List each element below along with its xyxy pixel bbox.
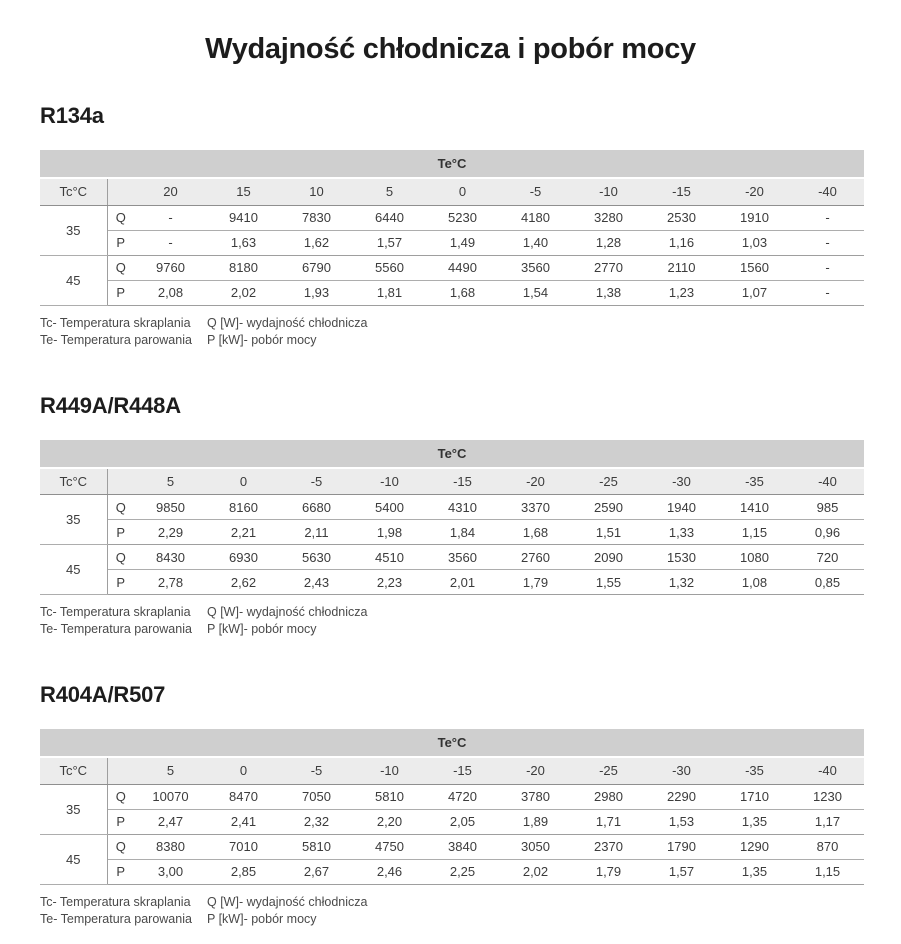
p-value-cell: 1,63 xyxy=(207,230,280,255)
table-legend xyxy=(40,894,864,928)
q-value-cell: 4510 xyxy=(353,545,426,570)
q-value-cell: 8430 xyxy=(134,545,207,570)
p-value-cell: 0,85 xyxy=(791,570,864,595)
q-value-cell: 2110 xyxy=(645,255,718,280)
p-value-cell: - xyxy=(791,230,864,255)
p-value-cell: 2,43 xyxy=(280,570,353,595)
q-value-cell: 6790 xyxy=(280,255,353,280)
legend-p: P [kW]- pobór mocy xyxy=(207,911,317,926)
p-value-cell: 1,57 xyxy=(353,230,426,255)
te-value-header: 0 xyxy=(207,468,280,495)
p-value-cell: 1,35 xyxy=(718,859,791,884)
p-value-cell: 2,11 xyxy=(280,520,353,545)
q-row-tc-35 xyxy=(40,205,864,230)
p-value-cell: 2,01 xyxy=(426,570,499,595)
q-value-cell: 1080 xyxy=(718,545,791,570)
p-value-cell: 1,93 xyxy=(280,280,353,305)
p-value-cell: 1,38 xyxy=(572,280,645,305)
p-value-cell: 1,57 xyxy=(645,859,718,884)
table-legend xyxy=(40,604,864,638)
te-value-header: -40 xyxy=(791,178,864,205)
te-axis-row xyxy=(40,150,864,178)
tc-axis-header: Tc°C xyxy=(40,468,107,495)
te-value-header: -30 xyxy=(645,468,718,495)
p-label-cell: P xyxy=(107,230,134,255)
condensing-temp-cell: 35 xyxy=(40,784,107,834)
q-value-cell: 2760 xyxy=(499,545,572,570)
qp-spacer-header xyxy=(107,468,134,495)
q-value-cell: 3780 xyxy=(499,784,572,809)
q-value-cell: 10070 xyxy=(134,784,207,809)
q-value-cell: 985 xyxy=(791,495,864,520)
q-value-cell: 1410 xyxy=(718,495,791,520)
q-value-cell: 2370 xyxy=(572,834,645,859)
p-value-cell: 1,35 xyxy=(718,809,791,834)
p-value-cell: 1,71 xyxy=(572,809,645,834)
te-value-header: 5 xyxy=(134,757,207,784)
p-value-cell: 1,81 xyxy=(353,280,426,305)
q-value-cell: 6440 xyxy=(353,205,426,230)
p-value-cell: 1,51 xyxy=(572,520,645,545)
p-value-cell: 1,53 xyxy=(645,809,718,834)
p-value-cell: 1,49 xyxy=(426,230,499,255)
q-value-cell: 870 xyxy=(791,834,864,859)
q-value-cell: 1290 xyxy=(718,834,791,859)
q-value-cell: 4490 xyxy=(426,255,499,280)
p-value-cell: 1,62 xyxy=(280,230,353,255)
te-value-header: -35 xyxy=(718,757,791,784)
p-label-cell: P xyxy=(107,570,134,595)
capacity-table xyxy=(40,150,864,306)
p-value-cell: 1,16 xyxy=(645,230,718,255)
q-value-cell: 8380 xyxy=(134,834,207,859)
q-value-cell: 4750 xyxy=(353,834,426,859)
p-row-tc-35 xyxy=(40,230,864,255)
te-value-header: -10 xyxy=(353,468,426,495)
q-value-cell: 7010 xyxy=(207,834,280,859)
p-value-cell: 2,47 xyxy=(134,809,207,834)
q-value-cell: 1530 xyxy=(645,545,718,570)
q-value-cell: 2770 xyxy=(572,255,645,280)
q-label-cell: Q xyxy=(107,784,134,809)
p-label-cell: P xyxy=(107,280,134,305)
table-body xyxy=(40,784,864,884)
table-body xyxy=(40,495,864,595)
p-value-cell: 1,55 xyxy=(572,570,645,595)
p-row-tc-45 xyxy=(40,280,864,305)
q-value-cell: 3840 xyxy=(426,834,499,859)
legend-te: Te- Temperatura parowania xyxy=(40,332,192,347)
q-row-tc-35 xyxy=(40,495,864,520)
p-row-tc-35 xyxy=(40,809,864,834)
q-value-cell: 6930 xyxy=(207,545,280,570)
q-value-cell: 8180 xyxy=(207,255,280,280)
condensing-temp-cell: 45 xyxy=(40,834,107,884)
te-axis-header: Te°C xyxy=(40,440,864,468)
q-value-cell: 6680 xyxy=(280,495,353,520)
te-value-header: -5 xyxy=(280,757,353,784)
p-value-cell: 2,02 xyxy=(499,859,572,884)
p-row-tc-45 xyxy=(40,570,864,595)
te-axis-header: Te°C xyxy=(40,729,864,757)
te-axis-header: Te°C xyxy=(40,150,864,178)
te-value-header: -35 xyxy=(718,468,791,495)
p-value-cell: 1,32 xyxy=(645,570,718,595)
q-value-cell: 5230 xyxy=(426,205,499,230)
te-value-header: -20 xyxy=(499,468,572,495)
p-row-tc-35 xyxy=(40,520,864,545)
p-value-cell: 1,79 xyxy=(499,570,572,595)
q-value-cell: 2980 xyxy=(572,784,645,809)
legend-q: Q [W]- wydajność chłodnicza xyxy=(207,315,368,330)
q-value-cell: 1940 xyxy=(645,495,718,520)
tc-axis-header: Tc°C xyxy=(40,757,107,784)
p-value-cell: 2,08 xyxy=(134,280,207,305)
te-value-header: -40 xyxy=(791,468,864,495)
p-value-cell: 1,98 xyxy=(353,520,426,545)
te-value-header: -10 xyxy=(353,757,426,784)
q-label-cell: Q xyxy=(107,834,134,859)
q-value-cell: 9850 xyxy=(134,495,207,520)
q-value-cell: 7830 xyxy=(280,205,353,230)
te-value-header: -25 xyxy=(572,468,645,495)
te-value-header: -20 xyxy=(499,757,572,784)
te-value-header: -20 xyxy=(718,178,791,205)
p-value-cell: 1,15 xyxy=(791,859,864,884)
te-value-header: -5 xyxy=(499,178,572,205)
legend-te: Te- Temperatura parowania xyxy=(40,622,192,636)
p-value-cell: 2,21 xyxy=(207,520,280,545)
q-value-cell: 1910 xyxy=(718,205,791,230)
q-value-cell: 8160 xyxy=(207,495,280,520)
p-value-cell: 2,20 xyxy=(353,809,426,834)
p-value-cell: 1,17 xyxy=(791,809,864,834)
condensing-temp-cell: 45 xyxy=(40,255,107,305)
p-value-cell: 1,23 xyxy=(645,280,718,305)
te-value-header: 5 xyxy=(353,178,426,205)
p-value-cell: 2,46 xyxy=(353,859,426,884)
legend-tc: Tc- Temperatura skraplania xyxy=(40,894,191,909)
table-head xyxy=(40,440,864,495)
table-head xyxy=(40,150,864,205)
refrigerant-sections xyxy=(0,103,901,928)
q-value-cell: 5560 xyxy=(353,255,426,280)
table-head xyxy=(40,729,864,784)
q-label-cell: Q xyxy=(107,495,134,520)
legend-q: Q [W]- wydajność chłodnicza xyxy=(207,605,368,619)
p-value-cell: - xyxy=(791,280,864,305)
p-value-cell: 1,33 xyxy=(645,520,718,545)
capacity-table xyxy=(40,440,864,596)
te-axis-row xyxy=(40,729,864,757)
p-value-cell: 1,07 xyxy=(718,280,791,305)
p-value-cell: 2,78 xyxy=(134,570,207,595)
legend-tc: Tc- Temperatura skraplania xyxy=(40,605,191,619)
q-value-cell: 3050 xyxy=(499,834,572,859)
p-label-cell: P xyxy=(107,520,134,545)
q-value-cell: 5810 xyxy=(280,834,353,859)
p-value-cell: 1,68 xyxy=(426,280,499,305)
te-value-header: 5 xyxy=(134,468,207,495)
tc-axis-header: Tc°C xyxy=(40,178,107,205)
q-value-cell: 4720 xyxy=(426,784,499,809)
refrigerant-heading: R449A/R448A xyxy=(40,392,181,418)
p-value-cell: 1,89 xyxy=(499,809,572,834)
te-value-header: -15 xyxy=(426,468,499,495)
section-r449a-r448a xyxy=(40,393,864,639)
te-value-header: -15 xyxy=(426,757,499,784)
p-value-cell: 2,02 xyxy=(207,280,280,305)
q-value-cell: 7050 xyxy=(280,784,353,809)
q-row-tc-45 xyxy=(40,545,864,570)
legend-tc: Tc- Temperatura skraplania xyxy=(40,315,191,330)
p-value-cell: 1,15 xyxy=(718,520,791,545)
q-value-cell: 4180 xyxy=(499,205,572,230)
p-value-cell: 2,41 xyxy=(207,809,280,834)
page-title: Wydajność chłodnicza i pobór mocy xyxy=(205,33,696,65)
p-value-cell: 1,84 xyxy=(426,520,499,545)
q-row-tc-45 xyxy=(40,834,864,859)
te-value-header: 0 xyxy=(426,178,499,205)
q-value-cell: 9410 xyxy=(207,205,280,230)
p-value-cell: 1,68 xyxy=(499,520,572,545)
p-value-cell: 3,00 xyxy=(134,859,207,884)
te-value-header: 20 xyxy=(134,178,207,205)
qp-spacer-header xyxy=(107,178,134,205)
p-value-cell: 1,08 xyxy=(718,570,791,595)
legend-q: Q [W]- wydajność chłodnicza xyxy=(207,894,368,909)
legend-p: P [kW]- pobór mocy xyxy=(207,622,317,636)
q-value-cell: 5400 xyxy=(353,495,426,520)
p-label-cell: P xyxy=(107,859,134,884)
te-value-header: 0 xyxy=(207,757,280,784)
p-row-tc-45 xyxy=(40,859,864,884)
legend-te: Te- Temperatura parowania xyxy=(40,911,192,926)
p-value-cell: 1,79 xyxy=(572,859,645,884)
refrigerant-heading: R404A/R507 xyxy=(40,682,166,707)
q-value-cell: 720 xyxy=(791,545,864,570)
q-value-cell: 1560 xyxy=(718,255,791,280)
p-value-cell: 2,23 xyxy=(353,570,426,595)
table-body xyxy=(40,205,864,305)
condensing-temp-cell: 35 xyxy=(40,205,107,255)
p-value-cell: 1,54 xyxy=(499,280,572,305)
te-value-header: -40 xyxy=(791,757,864,784)
q-value-cell: - xyxy=(791,205,864,230)
p-value-cell: 1,03 xyxy=(718,230,791,255)
q-value-cell: 3560 xyxy=(426,545,499,570)
te-values-row xyxy=(40,468,864,495)
q-value-cell: 9760 xyxy=(134,255,207,280)
p-value-cell: 1,28 xyxy=(572,230,645,255)
te-value-header: -5 xyxy=(280,468,353,495)
section-r404a-r507 xyxy=(40,682,864,928)
q-value-cell: 2530 xyxy=(645,205,718,230)
q-value-cell: 2090 xyxy=(572,545,645,570)
legend-p: P [kW]- pobór mocy xyxy=(207,332,317,347)
q-value-cell: 1230 xyxy=(791,784,864,809)
q-value-cell: 8470 xyxy=(207,784,280,809)
te-axis-row xyxy=(40,440,864,468)
q-label-cell: Q xyxy=(107,255,134,280)
q-label-cell: Q xyxy=(107,545,134,570)
capacity-table xyxy=(40,729,864,885)
te-values-row xyxy=(40,178,864,205)
te-values-row xyxy=(40,757,864,784)
p-value-cell: 2,29 xyxy=(134,520,207,545)
condensing-temp-cell: 45 xyxy=(40,545,107,595)
q-value-cell: 1710 xyxy=(718,784,791,809)
te-value-header: 10 xyxy=(280,178,353,205)
p-value-cell: 2,25 xyxy=(426,859,499,884)
p-value-cell: - xyxy=(134,230,207,255)
te-value-header: -15 xyxy=(645,178,718,205)
table-legend xyxy=(40,315,864,349)
q-row-tc-35 xyxy=(40,784,864,809)
p-value-cell: 2,32 xyxy=(280,809,353,834)
q-value-cell: 3370 xyxy=(499,495,572,520)
q-value-cell: - xyxy=(134,205,207,230)
p-value-cell: 2,85 xyxy=(207,859,280,884)
q-value-cell: 1790 xyxy=(645,834,718,859)
q-value-cell: - xyxy=(791,255,864,280)
te-value-header: -30 xyxy=(645,757,718,784)
q-row-tc-45 xyxy=(40,255,864,280)
section-r134a xyxy=(40,103,864,349)
p-value-cell: 2,05 xyxy=(426,809,499,834)
q-value-cell: 3280 xyxy=(572,205,645,230)
q-label-cell: Q xyxy=(107,205,134,230)
qp-spacer-header xyxy=(107,757,134,784)
p-value-cell: 0,96 xyxy=(791,520,864,545)
te-value-header: -25 xyxy=(572,757,645,784)
q-value-cell: 5810 xyxy=(353,784,426,809)
p-label-cell: P xyxy=(107,809,134,834)
p-value-cell: 2,67 xyxy=(280,859,353,884)
q-value-cell: 2290 xyxy=(645,784,718,809)
q-value-cell: 4310 xyxy=(426,495,499,520)
refrigerant-heading: R134a xyxy=(40,103,104,128)
q-value-cell: 2590 xyxy=(572,495,645,520)
p-value-cell: 1,40 xyxy=(499,230,572,255)
q-value-cell: 5630 xyxy=(280,545,353,570)
p-value-cell: 2,62 xyxy=(207,570,280,595)
condensing-temp-cell: 35 xyxy=(40,495,107,545)
q-value-cell: 3560 xyxy=(499,255,572,280)
te-value-header: -10 xyxy=(572,178,645,205)
te-value-header: 15 xyxy=(207,178,280,205)
